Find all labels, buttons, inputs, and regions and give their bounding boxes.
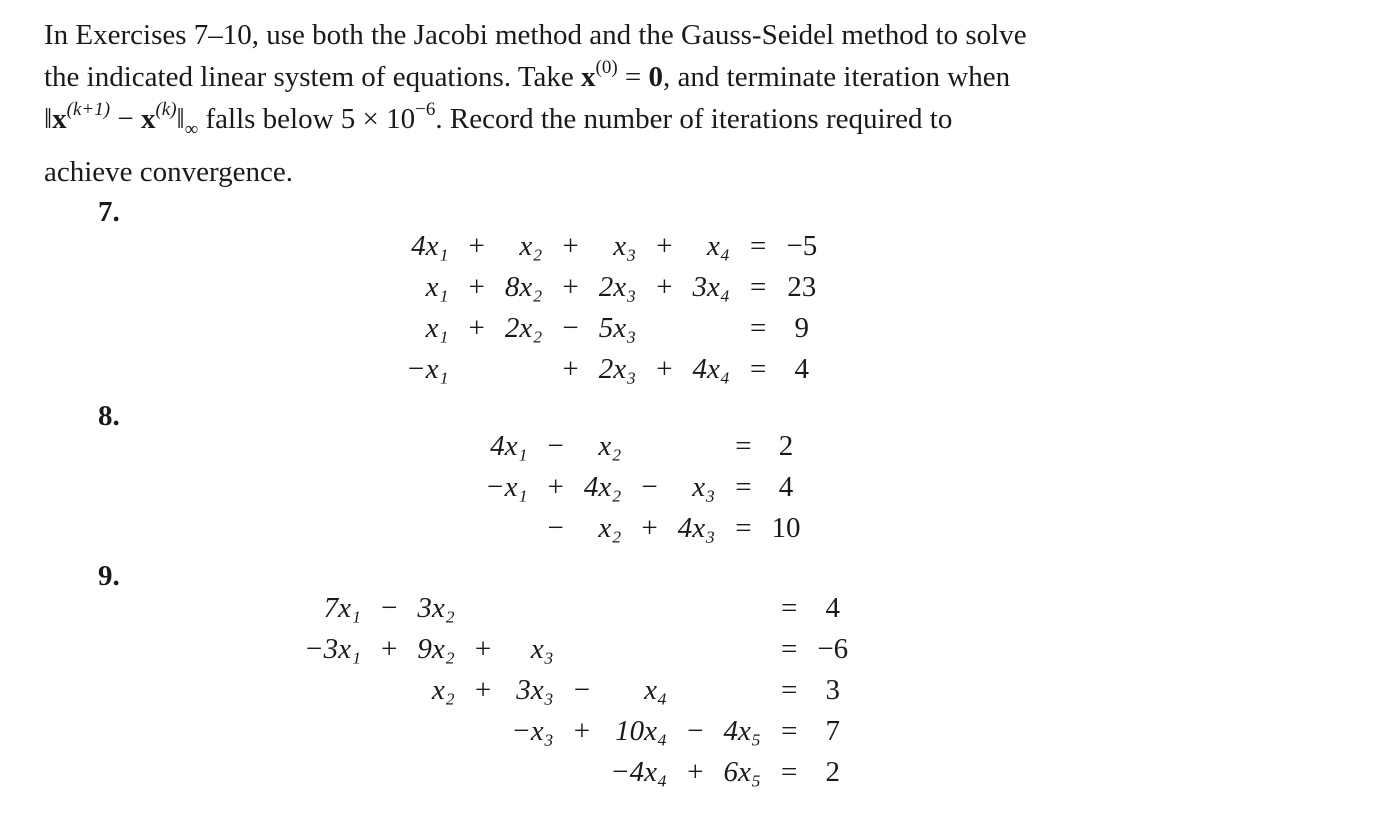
instruction-line-2a: the indicated linear system of equations. Take [44, 61, 581, 93]
equation-term: −x₁ [406, 353, 449, 385]
equation-term: −x₁ [485, 471, 528, 503]
equation-operator: − [381, 592, 398, 624]
equation-term: x₃ [613, 230, 637, 262]
exercise-8-number: 8. [98, 400, 120, 432]
equation-term: x₄ [707, 230, 731, 262]
equation-rhs: 3 [825, 674, 840, 706]
equation-operator: + [656, 353, 673, 385]
equation-term: 4x₂ [583, 471, 622, 503]
equation-row [396, 267, 827, 308]
equation-operator: − [641, 471, 658, 503]
equation-term: 6x₅ [723, 756, 761, 788]
equation-rhs: 2 [825, 756, 840, 788]
equation-operator: = [780, 715, 798, 747]
equation-operator [465, 711, 501, 752]
tolerance-exponent: −6 [415, 99, 436, 121]
equation-rhs: 10 [771, 512, 801, 544]
equation-operator [564, 629, 600, 670]
equation-term [668, 426, 725, 467]
equation-term [683, 308, 740, 349]
equation-term [501, 588, 564, 629]
equation-operator: + [562, 271, 579, 303]
equation-rhs: −6 [817, 633, 849, 665]
equation-row [294, 752, 858, 793]
equation-row [475, 467, 811, 508]
exercise-instructions [44, 14, 1320, 193]
equation-term: 8x₂ [504, 271, 543, 303]
equation-term: x₂ [519, 230, 543, 262]
equation-term: 4x₄ [692, 353, 731, 385]
vector-x-k: x [140, 103, 156, 135]
equation-rhs: 9 [794, 312, 810, 344]
equation-operator: + [573, 715, 591, 747]
equation-row [294, 711, 858, 752]
equation-term [600, 629, 677, 670]
equation-operator: + [562, 353, 579, 385]
equation-term: x₄ [644, 674, 668, 706]
equation-operator: + [468, 271, 485, 303]
equation-term: 9x₂ [417, 633, 455, 665]
equation-term: 4x₃ [677, 512, 716, 544]
equation-term: 10x₄ [615, 715, 668, 747]
equals-text: = [617, 61, 649, 93]
equation-operator [677, 588, 713, 629]
equation-operator: = [780, 633, 798, 665]
equation-term [294, 711, 371, 752]
equation-term: −4x₄ [610, 756, 668, 788]
equation-term: 4x₁ [411, 230, 449, 262]
equation-term [501, 752, 564, 793]
superscript-0: (0) [595, 57, 618, 79]
equation-term: 3x₄ [692, 271, 731, 303]
equation-operator [677, 629, 713, 670]
equation-term: 2x₂ [504, 312, 543, 344]
equation-term: x₃ [692, 471, 716, 503]
equation-rhs: 4 [778, 471, 794, 503]
equation-term: x₂ [431, 674, 455, 706]
equation-operator: = [750, 353, 767, 385]
equation-term: x₃ [530, 633, 554, 665]
instruction-line-4: achieve convergence. [44, 155, 294, 188]
equation-term: −3x₁ [304, 633, 362, 665]
superscript-k: (k) [155, 99, 177, 121]
equation-operator: + [641, 512, 658, 544]
equation-rhs: 7 [825, 715, 840, 747]
equation-operator: = [780, 756, 798, 788]
equation-term [495, 349, 552, 390]
equation-operator [371, 670, 407, 711]
equation-operator: − [573, 674, 591, 706]
equation-term: 3x₃ [516, 674, 554, 706]
instruction-line-2c: , and terminate iteration when [663, 61, 1011, 93]
equation-operator [631, 426, 667, 467]
equation-operator: − [547, 512, 564, 544]
equation-operator: = [735, 512, 752, 544]
equation-term [714, 588, 771, 629]
vector-x: x [581, 61, 596, 93]
equation-operator: + [687, 756, 704, 788]
equation-operator: − [687, 715, 704, 747]
vector-x-k1: x [52, 103, 67, 135]
equation-term: x₁ [425, 271, 449, 303]
equation-term: −x₃ [511, 715, 554, 747]
equation-operator: − [547, 430, 564, 462]
equation-term [600, 588, 677, 629]
exercise-7-number: 7. [98, 196, 120, 228]
equation-operator: = [750, 271, 767, 303]
equation-term: 2x₃ [598, 271, 637, 303]
equation-operator: = [780, 674, 798, 706]
equation-operator [459, 349, 495, 390]
equation-row [396, 226, 827, 267]
equation-operator [564, 752, 600, 793]
equation-term: 4x₁ [490, 430, 528, 462]
equation-row [475, 426, 811, 467]
equation-operator: + [562, 230, 579, 262]
equation-row [396, 349, 827, 390]
equation-term [714, 670, 771, 711]
equation-row [294, 670, 858, 711]
equation-operator: + [381, 633, 398, 665]
equation-row [294, 588, 858, 629]
equation-operator: = [780, 592, 798, 624]
equation-term [407, 711, 464, 752]
equation-operator: = [750, 312, 767, 344]
equation-term [475, 508, 538, 549]
equation-row [475, 508, 811, 549]
equation-operator: = [750, 230, 767, 262]
equation-rhs: 2 [778, 430, 794, 462]
equation-term [294, 670, 371, 711]
instruction-line-3c: . Record the number of iterations required to [435, 103, 953, 135]
equation-term: 7x₁ [323, 592, 362, 624]
equation-operator: + [474, 633, 492, 665]
equation-operator: + [474, 674, 492, 706]
equation-operator: = [735, 430, 752, 462]
exercise-9-number: 9. [98, 560, 120, 592]
exercise-7-system [396, 226, 827, 390]
exercise-9-system [294, 588, 858, 793]
equation-operator: − [562, 312, 579, 344]
superscript-k1: (k+1) [66, 99, 111, 121]
equation-operator: + [656, 271, 673, 303]
equation-operator: + [468, 230, 485, 262]
equation-term: x₂ [598, 512, 622, 544]
equation-operator [646, 308, 682, 349]
equation-term: 5x₃ [598, 312, 637, 344]
equation-row [396, 308, 827, 349]
equation-row [294, 629, 858, 670]
equation-rhs: 4 [825, 592, 840, 624]
equation-term: x₂ [598, 430, 622, 462]
equation-term: 2x₃ [598, 353, 637, 385]
norm-open: ‖ [44, 103, 53, 135]
equation-operator [371, 711, 407, 752]
equation-term [294, 752, 371, 793]
equation-operator [465, 588, 501, 629]
norm-close: ‖ [176, 103, 185, 135]
equation-operator: = [735, 471, 752, 503]
equation-term: 3x₂ [417, 592, 455, 624]
equation-rhs: −5 [786, 230, 818, 262]
zero-vector: 0 [648, 61, 664, 93]
equation-operator [465, 752, 501, 793]
instruction-line-3b: falls below 5 × 10 [198, 103, 416, 135]
equation-term [714, 629, 771, 670]
equation-term: 4x₅ [723, 715, 761, 747]
equation-operator: + [656, 230, 673, 262]
equation-term: x₁ [425, 312, 449, 344]
equation-operator [564, 588, 600, 629]
equation-rhs: 23 [787, 271, 817, 303]
equation-term [407, 752, 464, 793]
norm-infinity: ∞ [184, 118, 199, 140]
equation-rhs: 4 [794, 353, 810, 385]
equation-operator [371, 752, 407, 793]
exercise-8-system [475, 426, 811, 549]
minus-text: − [110, 103, 141, 135]
equation-operator [677, 670, 713, 711]
equation-operator: + [468, 312, 485, 344]
instruction-line-1: In Exercises 7–10, use both the Jacobi method and the Gauss-Seidel method to solve [44, 19, 1027, 51]
equation-operator: + [547, 471, 564, 503]
